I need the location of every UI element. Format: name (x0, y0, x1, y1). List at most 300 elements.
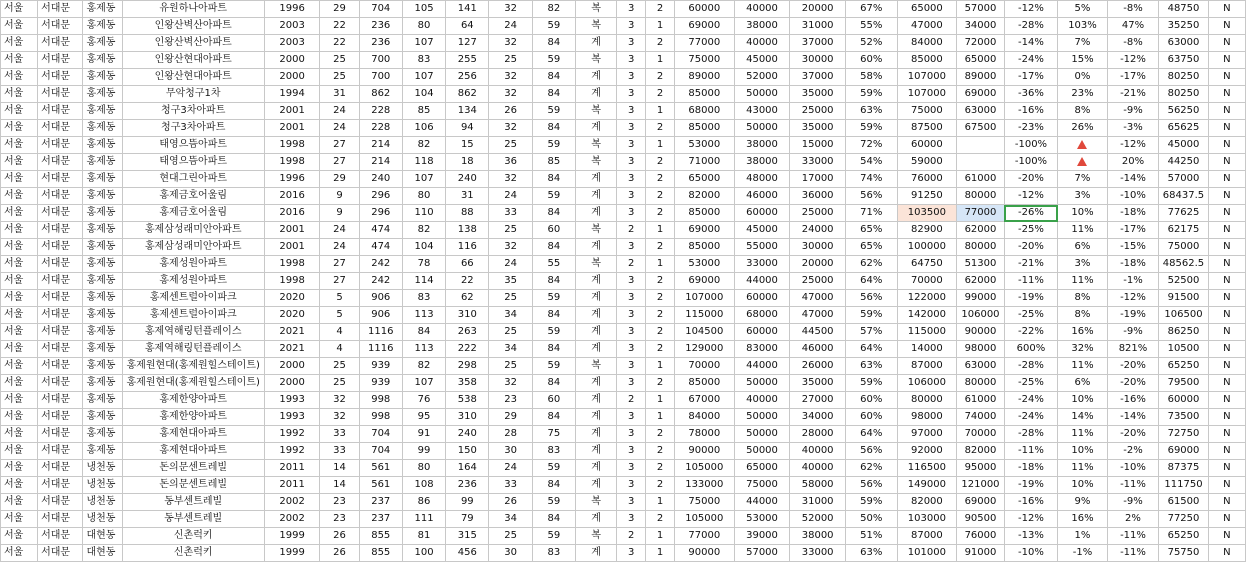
cell-jeonse-ratio[interactable]: 64% (845, 341, 897, 358)
cell-change-b[interactable]: 16% (1058, 324, 1107, 341)
cell-pyeong[interactable]: 34 (489, 307, 532, 324)
cell-change-a[interactable]: -36% (1004, 86, 1058, 103)
cell-baths[interactable]: 1 (646, 256, 675, 273)
cell-price-high[interactable]: 103000 (897, 511, 957, 528)
cell-area-exclusive[interactable]: 84 (532, 273, 575, 290)
cell-area-supply[interactable]: 82 (402, 137, 445, 154)
cell-gap[interactable]: 40000 (790, 443, 846, 460)
cell-baths[interactable]: 2 (646, 290, 675, 307)
cell-rooms[interactable]: 3 (617, 239, 646, 256)
cell-price-sale[interactable]: 115000 (674, 307, 734, 324)
cell-apartment-name[interactable]: 홍제원현대(홍제원힐스테이트) (122, 375, 264, 392)
cell-change-c[interactable]: -12% (1107, 52, 1159, 69)
cell-baths[interactable]: 1 (646, 137, 675, 154)
cell-count[interactable]: 150 (446, 443, 489, 460)
cell-flag[interactable]: N (1208, 324, 1245, 341)
cell-pyeong[interactable]: 24 (489, 256, 532, 273)
cell-area-supply[interactable]: 107 (402, 69, 445, 86)
cell-district[interactable]: 서대문 (38, 358, 83, 375)
cell-build-year[interactable]: 1998 (264, 273, 320, 290)
cell-age[interactable]: 14 (320, 460, 359, 477)
cell-count[interactable]: 240 (446, 171, 489, 188)
cell-baths[interactable]: 2 (646, 120, 675, 137)
cell-price-low[interactable]: 80000 (957, 188, 1004, 205)
cell-gap[interactable]: 30000 (790, 239, 846, 256)
cell-price-high[interactable]: 59000 (897, 154, 957, 171)
cell-district[interactable]: 서대문 (38, 86, 83, 103)
cell-pyeong[interactable]: 32 (489, 35, 532, 52)
cell-corridor-type[interactable]: 계 (576, 545, 617, 562)
cell-change-a[interactable]: -25% (1004, 375, 1058, 392)
table-row[interactable] (1, 137, 1246, 154)
cell-change-b[interactable]: 14% (1058, 409, 1107, 426)
cell-area-supply[interactable]: 82 (402, 358, 445, 375)
cell-build-year[interactable]: 2001 (264, 120, 320, 137)
cell-change-c[interactable]: -17% (1107, 69, 1159, 86)
cell-price-low[interactable]: 65000 (957, 52, 1004, 69)
cell-count[interactable]: 298 (446, 358, 489, 375)
cell-count[interactable]: 62 (446, 290, 489, 307)
cell-price-jeonse[interactable]: 48000 (734, 171, 790, 188)
cell-rooms[interactable]: 3 (617, 307, 646, 324)
cell-area-supply[interactable]: 107 (402, 171, 445, 188)
cell-price-jeonse[interactable]: 65000 (734, 460, 790, 477)
cell-count[interactable]: 88 (446, 205, 489, 222)
cell-flag[interactable]: N (1208, 52, 1245, 69)
cell-households[interactable]: 998 (359, 409, 402, 426)
cell-baths[interactable]: 1 (646, 545, 675, 562)
cell-corridor-type[interactable]: 계 (576, 443, 617, 460)
cell-value[interactable]: 61500 (1159, 494, 1208, 511)
cell-corridor-type[interactable]: 계 (576, 341, 617, 358)
table-row[interactable] (1, 103, 1246, 120)
cell-city[interactable]: 서울 (1, 137, 38, 154)
cell-baths[interactable]: 2 (646, 511, 675, 528)
cell-dong[interactable]: 홍제동 (83, 358, 122, 375)
cell-price-jeonse[interactable]: 40000 (734, 35, 790, 52)
table-row[interactable] (1, 35, 1246, 52)
cell-households[interactable]: 214 (359, 137, 402, 154)
cell-price-high[interactable]: 76000 (897, 171, 957, 188)
cell-count[interactable]: 79 (446, 511, 489, 528)
cell-change-b[interactable]: 9% (1058, 494, 1107, 511)
cell-pyeong[interactable]: 33 (489, 205, 532, 222)
cell-district[interactable]: 서대문 (38, 528, 83, 545)
cell-corridor-type[interactable]: 복 (576, 137, 617, 154)
cell-rooms[interactable]: 3 (617, 477, 646, 494)
cell-rooms[interactable]: 3 (617, 205, 646, 222)
cell-corridor-type[interactable]: 계 (576, 273, 617, 290)
cell-dong[interactable]: 홍제동 (83, 375, 122, 392)
cell-rooms[interactable]: 3 (617, 545, 646, 562)
cell-pyeong[interactable]: 30 (489, 443, 532, 460)
cell-count[interactable]: 456 (446, 545, 489, 562)
cell-city[interactable]: 서울 (1, 443, 38, 460)
cell-value[interactable]: 73500 (1159, 409, 1208, 426)
cell-pyeong[interactable]: 32 (489, 239, 532, 256)
cell-age[interactable]: 23 (320, 494, 359, 511)
cell-age[interactable]: 5 (320, 307, 359, 324)
cell-rooms[interactable]: 3 (617, 86, 646, 103)
cell-count[interactable]: 15 (446, 137, 489, 154)
cell-households[interactable]: 296 (359, 188, 402, 205)
cell-households[interactable]: 228 (359, 103, 402, 120)
table-row[interactable] (1, 409, 1246, 426)
cell-apartment-name[interactable]: 홍제한양아파트 (122, 409, 264, 426)
cell-gap[interactable]: 30000 (790, 52, 846, 69)
cell-price-jeonse[interactable]: 45000 (734, 52, 790, 69)
cell-change-a[interactable]: -28% (1004, 18, 1058, 35)
cell-value[interactable]: 68437.5 (1159, 188, 1208, 205)
cell-change-a[interactable]: -25% (1004, 222, 1058, 239)
cell-district[interactable]: 서대문 (38, 35, 83, 52)
cell-price-high[interactable]: 122000 (897, 290, 957, 307)
cell-district[interactable]: 서대문 (38, 18, 83, 35)
cell-price-high[interactable]: 92000 (897, 443, 957, 460)
cell-households[interactable]: 998 (359, 392, 402, 409)
cell-build-year[interactable]: 1996 (264, 1, 320, 18)
cell-value[interactable]: 106500 (1159, 307, 1208, 324)
cell-change-c[interactable]: 2% (1107, 511, 1159, 528)
cell-apartment-name[interactable]: 태영으뜸아파트 (122, 137, 264, 154)
cell-area-exclusive[interactable]: 83 (532, 545, 575, 562)
cell-change-a[interactable]: -12% (1004, 1, 1058, 18)
cell-flag[interactable]: N (1208, 477, 1245, 494)
cell-dong[interactable]: 홍제동 (83, 239, 122, 256)
cell-count[interactable]: 222 (446, 341, 489, 358)
cell-age[interactable]: 24 (320, 120, 359, 137)
cell-flag[interactable]: N (1208, 137, 1245, 154)
cell-flag[interactable]: N (1208, 426, 1245, 443)
cell-price-jeonse[interactable]: 46000 (734, 188, 790, 205)
cell-apartment-name[interactable]: 홍제금호어울림 (122, 205, 264, 222)
cell-apartment-name[interactable]: 태영으뜸아파트 (122, 154, 264, 171)
cell-price-high[interactable]: 101000 (897, 545, 957, 562)
cell-pyeong[interactable]: 34 (489, 511, 532, 528)
cell-price-low[interactable]: 90000 (957, 324, 1004, 341)
cell-city[interactable]: 서울 (1, 341, 38, 358)
cell-jeonse-ratio[interactable]: 56% (845, 443, 897, 460)
cell-gap[interactable]: 28000 (790, 426, 846, 443)
cell-price-high[interactable]: 107000 (897, 86, 957, 103)
cell-value[interactable]: 10500 (1159, 341, 1208, 358)
cell-pyeong[interactable]: 30 (489, 545, 532, 562)
cell-households[interactable]: 700 (359, 52, 402, 69)
cell-price-low[interactable]: 90500 (957, 511, 1004, 528)
cell-change-b[interactable]: 23% (1058, 86, 1107, 103)
cell-pyeong[interactable]: 25 (489, 137, 532, 154)
cell-build-year[interactable]: 2000 (264, 358, 320, 375)
cell-jeonse-ratio[interactable]: 63% (845, 358, 897, 375)
cell-price-sale[interactable]: 105000 (674, 511, 734, 528)
cell-corridor-type[interactable]: 계 (576, 511, 617, 528)
cell-city[interactable]: 서울 (1, 375, 38, 392)
cell-rooms[interactable]: 2 (617, 392, 646, 409)
cell-area-exclusive[interactable]: 84 (532, 171, 575, 188)
cell-age[interactable]: 25 (320, 358, 359, 375)
cell-price-high[interactable]: 149000 (897, 477, 957, 494)
cell-corridor-type[interactable]: 계 (576, 205, 617, 222)
cell-city[interactable]: 서울 (1, 103, 38, 120)
cell-build-year[interactable]: 2002 (264, 511, 320, 528)
cell-area-supply[interactable]: 83 (402, 290, 445, 307)
cell-city[interactable]: 서울 (1, 409, 38, 426)
cell-city[interactable]: 서울 (1, 494, 38, 511)
table-row[interactable] (1, 188, 1246, 205)
cell-dong[interactable]: 홍제동 (83, 392, 122, 409)
cell-build-year[interactable]: 2011 (264, 477, 320, 494)
cell-price-high[interactable]: 97000 (897, 426, 957, 443)
cell-price-high[interactable]: 91250 (897, 188, 957, 205)
cell-price-jeonse[interactable]: 44000 (734, 358, 790, 375)
cell-area-supply[interactable]: 91 (402, 426, 445, 443)
cell-rooms[interactable]: 3 (617, 154, 646, 171)
cell-change-a[interactable]: -20% (1004, 239, 1058, 256)
cell-value[interactable]: 77250 (1159, 511, 1208, 528)
cell-count[interactable]: 862 (446, 86, 489, 103)
cell-city[interactable]: 서울 (1, 69, 38, 86)
cell-city[interactable]: 서울 (1, 358, 38, 375)
cell-value[interactable]: 45000 (1159, 137, 1208, 154)
cell-city[interactable]: 서울 (1, 205, 38, 222)
cell-flag[interactable]: N (1208, 256, 1245, 273)
cell-build-year[interactable]: 1993 (264, 392, 320, 409)
cell-corridor-type[interactable]: 복 (576, 528, 617, 545)
cell-households[interactable]: 242 (359, 256, 402, 273)
table-row[interactable] (1, 52, 1246, 69)
cell-price-low[interactable]: 63000 (957, 103, 1004, 120)
cell-dong[interactable]: 홍제동 (83, 52, 122, 69)
cell-change-a[interactable]: -11% (1004, 443, 1058, 460)
cell-city[interactable]: 서울 (1, 18, 38, 35)
cell-price-sale[interactable]: 133000 (674, 477, 734, 494)
cell-change-b[interactable]: 10% (1058, 392, 1107, 409)
cell-city[interactable]: 서울 (1, 120, 38, 137)
cell-pyeong[interactable]: 26 (489, 103, 532, 120)
cell-change-b[interactable]: 7% (1058, 171, 1107, 188)
table-row[interactable] (1, 494, 1246, 511)
cell-price-jeonse[interactable]: 68000 (734, 307, 790, 324)
cell-value[interactable]: 69000 (1159, 443, 1208, 460)
cell-district[interactable]: 서대문 (38, 341, 83, 358)
cell-age[interactable]: 32 (320, 392, 359, 409)
cell-age[interactable]: 33 (320, 426, 359, 443)
table-row[interactable] (1, 426, 1246, 443)
cell-apartment-name[interactable]: 신촌럭키 (122, 528, 264, 545)
cell-corridor-type[interactable]: 계 (576, 375, 617, 392)
cell-pyeong[interactable]: 25 (489, 52, 532, 69)
cell-price-sale[interactable]: 104500 (674, 324, 734, 341)
cell-dong[interactable]: 홍제동 (83, 256, 122, 273)
cell-baths[interactable]: 2 (646, 307, 675, 324)
cell-area-exclusive[interactable]: 84 (532, 477, 575, 494)
cell-value[interactable]: 52500 (1159, 273, 1208, 290)
cell-price-sale[interactable]: 69000 (674, 273, 734, 290)
cell-price-low[interactable]: 69000 (957, 494, 1004, 511)
cell-count[interactable]: 138 (446, 222, 489, 239)
cell-price-sale[interactable]: 68000 (674, 103, 734, 120)
cell-change-a[interactable]: -19% (1004, 477, 1058, 494)
cell-gap[interactable]: 34000 (790, 409, 846, 426)
cell-city[interactable]: 서울 (1, 426, 38, 443)
cell-change-b[interactable]: 6% (1058, 375, 1107, 392)
cell-gap[interactable]: 46000 (790, 341, 846, 358)
cell-build-year[interactable]: 2001 (264, 222, 320, 239)
cell-pyeong[interactable]: 24 (489, 188, 532, 205)
cell-baths[interactable]: 2 (646, 205, 675, 222)
cell-area-exclusive[interactable]: 84 (532, 239, 575, 256)
cell-flag[interactable]: N (1208, 528, 1245, 545)
cell-city[interactable]: 서울 (1, 528, 38, 545)
cell-age[interactable]: 27 (320, 256, 359, 273)
cell-gap[interactable]: 40000 (790, 460, 846, 477)
cell-city[interactable]: 서울 (1, 1, 38, 18)
cell-price-sale[interactable]: 53000 (674, 137, 734, 154)
cell-households[interactable]: 939 (359, 375, 402, 392)
cell-area-supply[interactable]: 107 (402, 375, 445, 392)
cell-apartment-name[interactable]: 홍제금호어울림 (122, 188, 264, 205)
cell-district[interactable]: 서대문 (38, 52, 83, 69)
cell-gap[interactable]: 25000 (790, 103, 846, 120)
cell-change-a[interactable]: -17% (1004, 69, 1058, 86)
cell-build-year[interactable]: 2001 (264, 103, 320, 120)
cell-baths[interactable]: 2 (646, 239, 675, 256)
cell-age[interactable]: 4 (320, 341, 359, 358)
cell-area-exclusive[interactable]: 59 (532, 103, 575, 120)
cell-corridor-type[interactable]: 계 (576, 426, 617, 443)
cell-build-year[interactable]: 1992 (264, 426, 320, 443)
cell-apartment-name[interactable]: 청구3차아파트 (122, 120, 264, 137)
cell-district[interactable]: 서대문 (38, 120, 83, 137)
cell-area-exclusive[interactable]: 59 (532, 528, 575, 545)
cell-change-c[interactable]: -20% (1107, 426, 1159, 443)
cell-dong[interactable]: 홍제동 (83, 188, 122, 205)
cell-dong[interactable]: 홍제동 (83, 69, 122, 86)
cell-age[interactable]: 31 (320, 86, 359, 103)
cell-city[interactable]: 서울 (1, 222, 38, 239)
cell-corridor-type[interactable]: 계 (576, 171, 617, 188)
cell-gap[interactable]: 20000 (790, 1, 846, 18)
cell-change-c[interactable]: -8% (1107, 1, 1159, 18)
cell-change-c[interactable]: -1% (1107, 273, 1159, 290)
cell-change-b[interactable] (1058, 137, 1107, 154)
cell-change-c[interactable]: -21% (1107, 86, 1159, 103)
table-row[interactable] (1, 222, 1246, 239)
cell-age[interactable]: 23 (320, 511, 359, 528)
cell-apartment-name[interactable]: 인왕산벽산아파트 (122, 35, 264, 52)
cell-district[interactable]: 서대문 (38, 273, 83, 290)
cell-area-exclusive[interactable]: 85 (532, 154, 575, 171)
cell-households[interactable]: 704 (359, 426, 402, 443)
cell-value[interactable]: 62175 (1159, 222, 1208, 239)
cell-count[interactable]: 99 (446, 494, 489, 511)
cell-households[interactable]: 474 (359, 239, 402, 256)
cell-age[interactable]: 27 (320, 273, 359, 290)
cell-area-exclusive[interactable]: 59 (532, 460, 575, 477)
cell-age[interactable]: 5 (320, 290, 359, 307)
cell-area-supply[interactable]: 110 (402, 205, 445, 222)
cell-dong[interactable]: 대현동 (83, 545, 122, 562)
cell-apartment-name[interactable]: 인왕산현대아파트 (122, 52, 264, 69)
cell-change-a[interactable]: -25% (1004, 307, 1058, 324)
cell-price-low[interactable]: 34000 (957, 18, 1004, 35)
cell-households[interactable]: 939 (359, 358, 402, 375)
cell-age[interactable]: 29 (320, 1, 359, 18)
cell-pyeong[interactable]: 32 (489, 86, 532, 103)
cell-jeonse-ratio[interactable]: 74% (845, 171, 897, 188)
cell-dong[interactable]: 홍제동 (83, 307, 122, 324)
cell-district[interactable]: 서대문 (38, 222, 83, 239)
cell-price-jeonse[interactable]: 44000 (734, 494, 790, 511)
cell-pyeong[interactable]: 29 (489, 409, 532, 426)
cell-area-supply[interactable]: 113 (402, 307, 445, 324)
cell-dong[interactable]: 냉천동 (83, 494, 122, 511)
cell-price-high[interactable]: 87000 (897, 358, 957, 375)
cell-change-a[interactable]: -28% (1004, 358, 1058, 375)
cell-baths[interactable]: 2 (646, 460, 675, 477)
cell-change-a[interactable]: 600% (1004, 341, 1058, 358)
cell-corridor-type[interactable]: 복 (576, 222, 617, 239)
cell-count[interactable]: 134 (446, 103, 489, 120)
cell-gap[interactable]: 37000 (790, 69, 846, 86)
cell-gap[interactable]: 17000 (790, 171, 846, 188)
cell-price-high[interactable]: 64750 (897, 256, 957, 273)
cell-price-low[interactable]: 91000 (957, 545, 1004, 562)
cell-district[interactable]: 서대문 (38, 409, 83, 426)
cell-district[interactable]: 서대문 (38, 392, 83, 409)
cell-flag[interactable]: N (1208, 273, 1245, 290)
cell-baths[interactable]: 2 (646, 426, 675, 443)
cell-baths[interactable]: 2 (646, 341, 675, 358)
cell-change-b[interactable]: 32% (1058, 341, 1107, 358)
cell-district[interactable]: 서대문 (38, 545, 83, 562)
cell-area-supply[interactable]: 78 (402, 256, 445, 273)
cell-pyeong[interactable]: 33 (489, 477, 532, 494)
cell-price-low[interactable]: 63000 (957, 358, 1004, 375)
cell-households[interactable]: 1116 (359, 324, 402, 341)
cell-baths[interactable]: 1 (646, 52, 675, 69)
cell-apartment-name[interactable]: 청구3차아파트 (122, 103, 264, 120)
cell-change-b[interactable]: 0% (1058, 69, 1107, 86)
cell-apartment-name[interactable]: 돈의문센트레빌 (122, 460, 264, 477)
cell-area-supply[interactable]: 100 (402, 545, 445, 562)
cell-city[interactable]: 서울 (1, 511, 38, 528)
cell-price-sale[interactable]: 107000 (674, 290, 734, 307)
cell-jeonse-ratio[interactable]: 56% (845, 188, 897, 205)
cell-change-c[interactable]: -14% (1107, 409, 1159, 426)
cell-pyeong[interactable]: 28 (489, 426, 532, 443)
cell-change-c[interactable]: -15% (1107, 239, 1159, 256)
cell-price-sale[interactable]: 60000 (674, 1, 734, 18)
cell-city[interactable]: 서울 (1, 154, 38, 171)
cell-rooms[interactable]: 3 (617, 511, 646, 528)
cell-change-b[interactable]: 26% (1058, 120, 1107, 137)
cell-age[interactable]: 4 (320, 324, 359, 341)
cell-price-sale[interactable]: 67000 (674, 392, 734, 409)
cell-price-jeonse[interactable]: 50000 (734, 409, 790, 426)
cell-pyeong[interactable]: 25 (489, 222, 532, 239)
cell-age[interactable]: 33 (320, 443, 359, 460)
cell-gap[interactable]: 33000 (790, 154, 846, 171)
cell-dong[interactable]: 홍제동 (83, 120, 122, 137)
cell-flag[interactable]: N (1208, 188, 1245, 205)
cell-price-low[interactable]: 62000 (957, 273, 1004, 290)
cell-district[interactable]: 서대문 (38, 69, 83, 86)
cell-corridor-type[interactable]: 복 (576, 52, 617, 69)
cell-flag[interactable]: N (1208, 222, 1245, 239)
cell-dong[interactable]: 홍제동 (83, 35, 122, 52)
cell-change-b[interactable]: -1% (1058, 545, 1107, 562)
